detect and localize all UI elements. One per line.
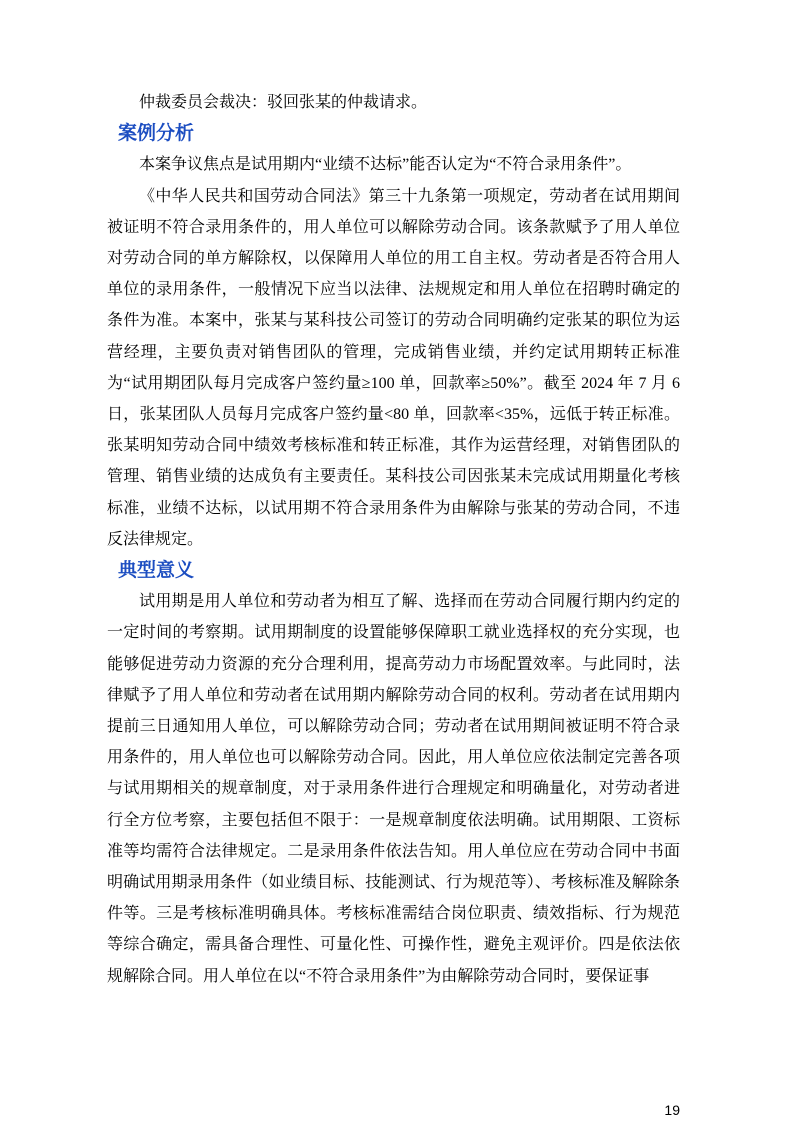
page-number: 19 bbox=[664, 1102, 680, 1118]
heading-case-analysis: 案例分析 bbox=[118, 123, 195, 145]
paragraph-dispute-focus: 本案争议焦点是试用期内“业绩不达标”能否认定为“不符合录用条件”。 bbox=[139, 156, 632, 174]
paragraph-typical-significance-body: 试用期是用人单位和劳动者为相互了解、选择而在劳动合同履行期内约定的一定时间的考察期。试用期制度的设置能够保障职工就业选择权的充分实现，也能够促进劳动力资源的充分合理利用，提高劳动力市场配置效率。与此同时，法律赋予了用人单位和劳动者在试用期内解除劳动合同的权利。劳动者在试用期内提前三日通知用人单位，可以解除劳动合同；劳动者在试用期间被证明不符合录用条件的，用人单位也可以解除劳动合同。因此，用人单位应依法制定完善各项与试用期相关的规章制度，对于录用条件进行合理规定和明确量化，对劳动者进行全方位考察，主要包括但不限于：一是规章制度依法明确。试用期限、工资标准等均需符合法律规定。二是录用条件依法告知。用人单位应在劳动合同中书面明确试用期录用条件（如业绩目标、技能测试、行为规范等）、考核标准及解除条件等。三是考核标准明确具体。考核标准需结合岗位职责、绩效指标、行为规范等综合确定，需具备合理性、可量化性、可操作性，避免主观评价。四是依法依规解除合同。用人单位在以“不符合录用条件”为由解除劳动合同时，要保证事 bbox=[107, 593, 680, 985]
document-body bbox=[107, 87, 680, 992]
paragraph-arbitration-ruling: 仲裁委员会裁决：驳回张某的仲裁请求。 bbox=[139, 94, 428, 111]
heading-typical-significance: 典型意义 bbox=[118, 560, 195, 582]
paragraph-case-analysis-body: 《中华人民共和国劳动合同法》第三十九条第一项规定，劳动者在试用期间被证明不符合录用条件的，用人单位可以解除劳动合同。该条款赋予了用人单位对劳动合同的单方解除权，以保障用人单位的用工自主权。劳动者是否符合用人单位的录用条件，一般情况下应当以法律、法规规定和用人单位在招聘时确定的条件为准。本案中，张某与某科技公司签订的劳动合同明确约定张某的职位为运营经理，主要负责对销售团队的管理，完成销售业绩，并约定试用期转正标准为“试用期团队每月完成客户签约量≥100 单，回款率≥50%”。截至 2024 年 7 月 6 日，张某团队人员每月完成客户签约量<80 单，回款率<35%，远低于转正标准。张某明知劳动合同中绩效考核标准和转正标准，其作为运营经理，对销售团队的管理、销售业绩的达成负有主要责任。某科技公司因张某未完成试用期量化考核标准，业绩不达标，以试用期不符合录用条件为由解除与张某的劳动合同，不违反法律规定。 bbox=[107, 187, 680, 548]
page-footer bbox=[107, 1103, 680, 1118]
